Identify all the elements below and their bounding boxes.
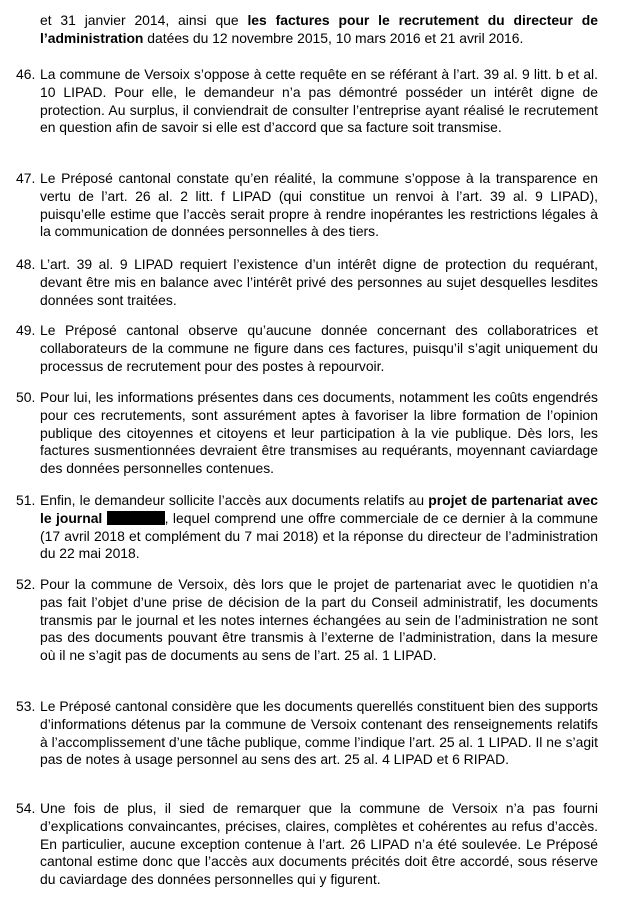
paragraph-48 — [16, 256, 598, 309]
paragraph-number: 51. — [16, 492, 36, 508]
paragraph-number: 49. — [16, 322, 36, 338]
paragraph-text: Pour lui, les informations présentes dans ces documents, notamment les coûts engendrés pour ces recrutements, sont assurément aptes à favoriser la libre formation de l’opinion publique des citoyennes et citoyens et leur participation à la vie publique. Dès lors, les factures susmentionnées devraient être transmises au requérants, moyennant caviardage des données personnelles contenues. — [40, 389, 598, 477]
paragraph-text: Une fois de plus, il sied de remarquer que la commune de Versoix n’a pas fourni d’explications convaincantes, précises, claires, complètes et cohérentes au refus d’accès. En particulier, aucune exception contenue à l’art. 26 LIPAD n’a été soulevée. Le Préposé cantonal estime donc que l’accès aux documents précités doit être accordé, sous réserve du caviardage des données personnelles qui y figurent. — [40, 800, 598, 888]
continuation-text-end: datées du 12 novembre 2015, 10 mars 2016 et 21 avril 2016. — [143, 29, 524, 46]
paragraph-number: 53. — [16, 698, 36, 714]
paragraph-number: 47. — [16, 170, 36, 186]
paragraph-text: La commune de Versoix s’oppose à cette requête en se référant à l’art. 39 al. 9 litt. b et al. 10 LIPAD. Pour elle, le demandeur n’a pas démontré posséder un intérêt digne de protection. Au surplus, il conviendrait de consulter l’entreprise ayant réalisé le recrutement en question afin de savoir si elle est d’accord que sa facture soit transmise. — [40, 66, 598, 136]
paragraph-51 — [16, 492, 598, 563]
paragraph-number: 46. — [16, 66, 36, 82]
paragraph-52 — [16, 576, 598, 665]
continuation-text: et 31 janvier 2014, ainsi que — [40, 12, 248, 28]
paragraph-text: Le Préposé cantonal observe qu’aucune donnée concernant des collaboratrices et collaborateurs de la commune ne figure dans ces factures, puisqu’il s’agit uniquement du processus de recrutement pour des postes à repourvoir. — [40, 322, 598, 374]
paragraph-49 — [16, 322, 598, 375]
paragraph-text: L’art. 39 al. 9 LIPAD requiert l’existence d’un intérêt digne de protection du requérant, devant être mis en balance avec l’intérêt privé des personnes au sujet desquelles lesdites données sont traitées. — [40, 256, 598, 308]
paragraph-46 — [16, 66, 598, 137]
paragraph-text: Le Préposé cantonal considère que les documents querellés constituent bien des supports d’informations détenus par la commune de Versoix contenant des renseignements relatifs à l’accomplissement d’une tâche publique, comme l’indique l’art. 25 al. 1 LIPAD. Il ne s’agit pas de notes à usage personnel au sens des art. 25 al. 4 LIPAD et 6 RIPAD. — [40, 698, 598, 768]
continuation-bold-text: les factures pour le recrutement du directeur de l’administration — [40, 12, 598, 46]
paragraph-47 — [16, 170, 598, 241]
paragraph-53 — [16, 698, 598, 769]
paragraph-text: Le Préposé cantonal constate qu’en réalité, la commune s’oppose à la transparence en vertu de l’art. 26 al. 2 litt. f LIPAD (qui constitue un renvoi à l’art. 39 al. 9 LIPAD), puisqu’elle estime que l’accès serait propre à rendre inopérantes les restrictions légales à la communication de données personnelles à des tiers. — [40, 170, 598, 240]
continuation-paragraph — [40, 12, 598, 48]
paragraph-number: 48. — [16, 256, 36, 272]
paragraph-text: Pour la commune de Versoix, dès lors que le projet de partenariat avec le quotidien n’a pas fait l’objet d’une prise de décision de la part du Conseil administratif, les documents transmis par le journal et les notes internes échangées au sein de l’administration ne sont pas des documents pouvant être transmis à l’externe de l’administration, dans la mesure où il ne s’agit pas de documents au sens de l’art. 25 al. 1 LIPAD. — [40, 576, 598, 664]
paragraph-bold-text: projet de partenariat avec le journal — [40, 492, 598, 526]
paragraph-number: 52. — [16, 576, 36, 592]
paragraph-50 — [16, 389, 598, 478]
paragraph-text: Enfin, le demandeur sollicite l’accès aux documents relatifs au projet de partenariat avec le journal , lequel comprend une offre commerciale de ce dernier à la commune (17 avril 2018 et complément du 7 mai 2018) et la réponse du directeur de l’administration du 22 mai 2018. — [40, 492, 598, 562]
paragraph-number: 50. — [16, 389, 36, 405]
redaction-block — [107, 511, 165, 525]
paragraph-54 — [16, 800, 598, 889]
paragraph-number: 54. — [16, 800, 36, 816]
